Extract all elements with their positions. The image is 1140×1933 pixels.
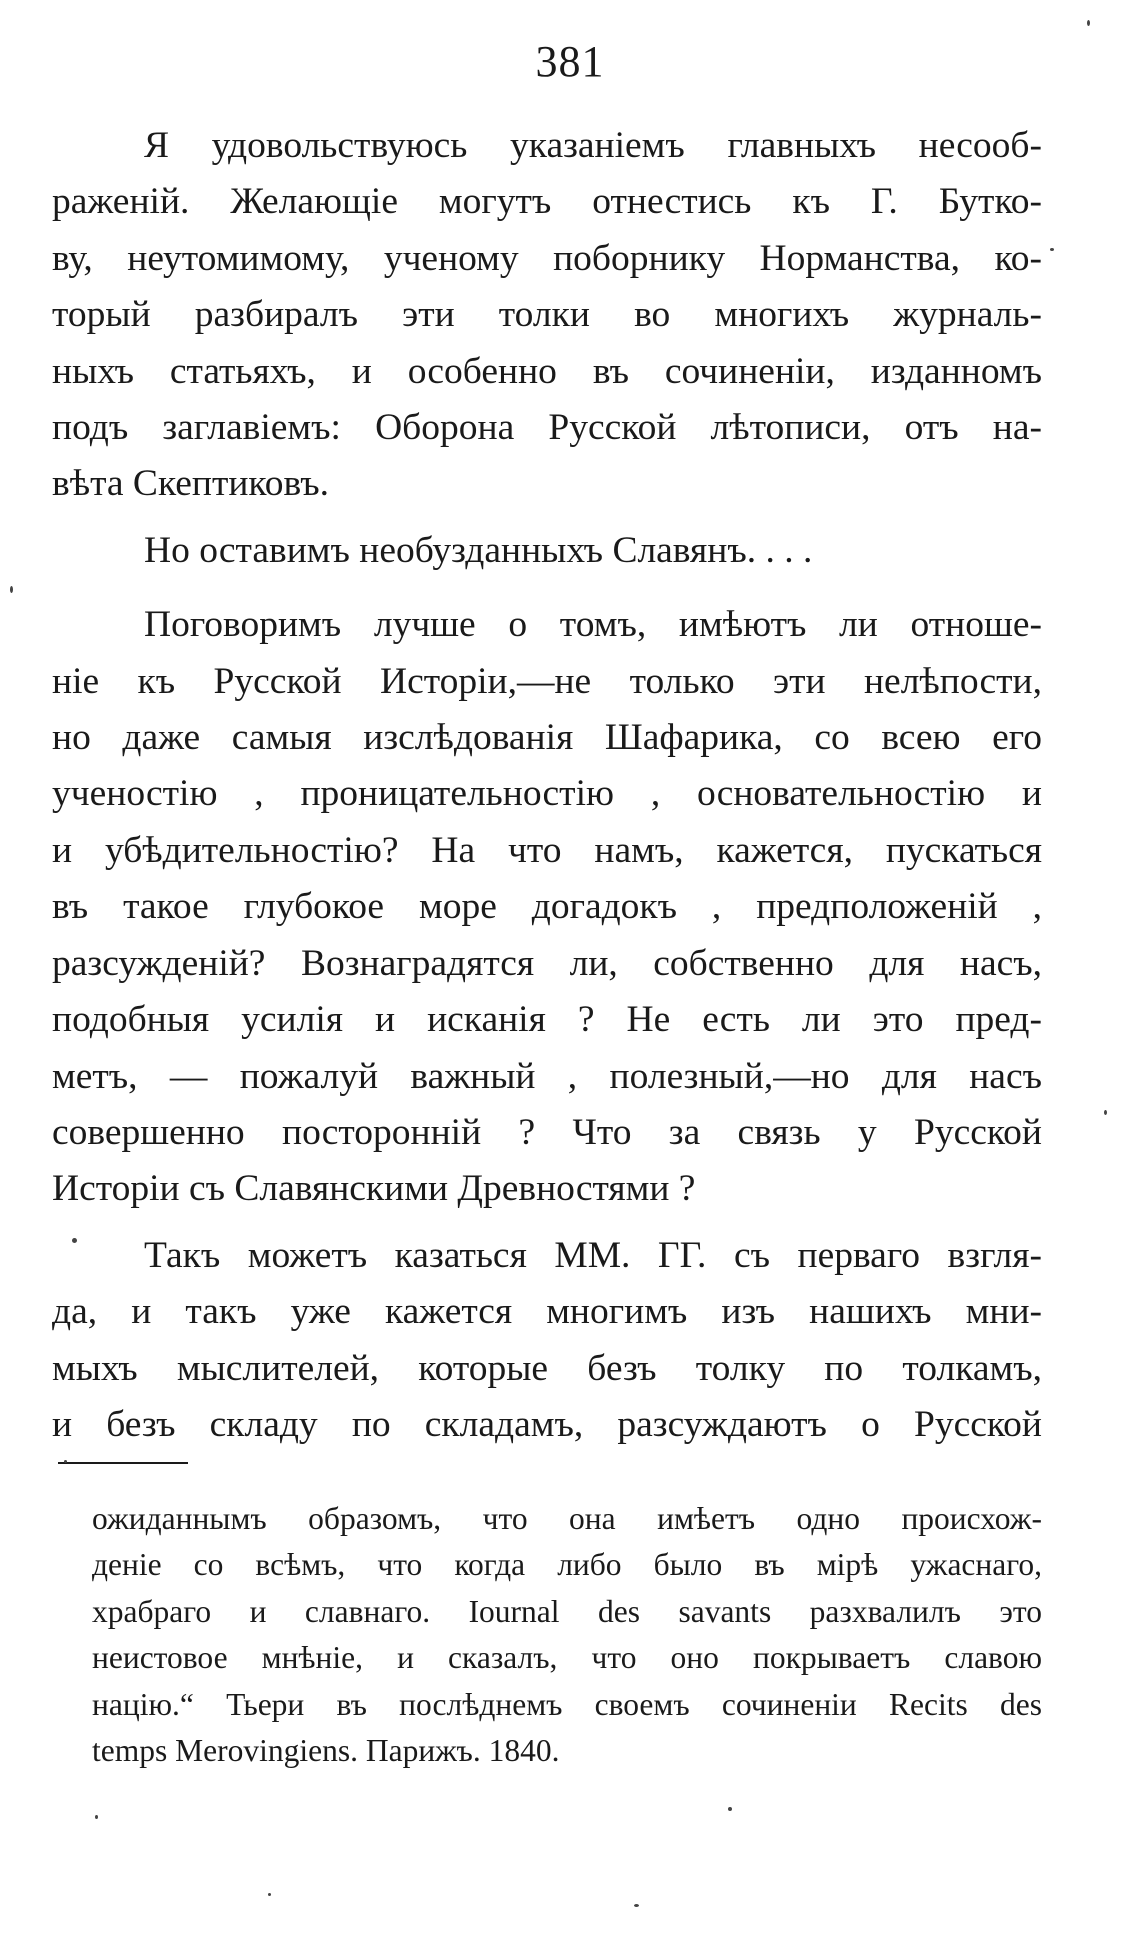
paragraph — [52, 523, 1042, 579]
footnote-line: деніе со всѣмъ, что когда либо было въ мірѣ ужаснаго, — [92, 1547, 1042, 1583]
text-line: ніе къ Русской Исторіи,—не только эти нелѣпости, — [52, 660, 1042, 702]
scan-speck — [10, 586, 13, 593]
footnote — [92, 1496, 1042, 1774]
scan-speck — [1050, 248, 1054, 251]
main-text — [52, 118, 1042, 1453]
text-line: вѣта Скептиковъ. — [52, 463, 330, 505]
footnote-rule — [58, 1462, 188, 1464]
text-line: Я удовольствуюсь указаніемъ главныхъ несооб- — [144, 125, 1042, 166]
text-line: и безъ складу по складамъ, разсуждаютъ о Русской — [52, 1403, 1042, 1445]
text-line: ученостію , проницательностію , основательностію и — [52, 773, 1042, 815]
text-line: и убѣдительностію? На что намъ, кажется, пускаться — [52, 829, 1042, 871]
scan-speck — [1087, 20, 1090, 26]
footnote-line: неистовое мнѣніе, и сказалъ, что оно покрываетъ славою — [92, 1640, 1042, 1676]
text-line: подобныя усилія и исканія ? Не есть ли это пред- — [52, 999, 1042, 1041]
footnote-line: ожиданнымъ образомъ, что она имѣетъ одно происхож- — [92, 1501, 1042, 1536]
footnote-line: храбраго и славнаго. Iournal des savants разхвалилъ это — [92, 1593, 1042, 1629]
scan-speck — [1104, 1110, 1107, 1115]
text-line: ву, неутомимому, ученому поборнику Норманства, ко- — [52, 237, 1042, 279]
paragraph — [52, 118, 1042, 513]
scan-speck — [728, 1807, 732, 1811]
page-number: 381 — [535, 37, 605, 86]
paragraph — [52, 1228, 1042, 1454]
text-line: Такъ можетъ казаться ММ. ГГ. съ перваго взгля- — [144, 1234, 1042, 1276]
text-line: ныхъ статьяхъ, и особенно въ сочиненіи, изданномъ — [52, 350, 1042, 392]
text-line: мыхъ мыслителей, которые безъ толку по толкамъ, — [52, 1347, 1042, 1389]
footnote-line: temps Merovingiens. Парижъ. 1840. — [92, 1733, 560, 1769]
scan-speck — [72, 1238, 77, 1243]
text-line: да, и такъ уже кажется многимъ изъ нашихъ мни- — [52, 1291, 1042, 1333]
paragraph — [52, 597, 1042, 1217]
scan-speck — [95, 1815, 98, 1819]
text-line: разсужденій? Вознаградятся ли, собственно для насъ, — [52, 942, 1042, 984]
text-line: въ такое глубокое море догадокъ , предположеній , — [52, 886, 1042, 928]
text-line: Но оставимъ необузданныхъ Славянъ. . . . — [144, 529, 813, 571]
scan-speck — [634, 1904, 639, 1907]
text-line: метъ, — пожалуй важный , полезный,—но для насъ — [52, 1055, 1042, 1097]
text-line: но даже самыя изслѣдованія Шафарика, со всею его — [52, 717, 1042, 759]
text-line: Исторіи съ Славянскими Древностями ? — [52, 1168, 696, 1210]
text-line: совершенно посторонній ? Что за связь у Русской — [52, 1111, 1042, 1153]
text-line: подъ заглавіемъ: Оборона Русской лѣтописи, отъ на- — [52, 407, 1042, 449]
text-line: торый разбиралъ эти толки во многихъ журналь- — [52, 294, 1042, 336]
footnote-line: націю.“ Тьери въ послѣднемъ своемъ сочиненіи Recits des — [92, 1686, 1042, 1722]
scan-speck — [64, 1460, 67, 1463]
text-line: Поговоримъ лучше о томъ, имѣютъ ли отноше- — [144, 604, 1042, 646]
text-line: раженій. Желающіе могутъ отнестись къ Г. Бутко- — [52, 181, 1042, 223]
scan-speck — [268, 1893, 271, 1896]
